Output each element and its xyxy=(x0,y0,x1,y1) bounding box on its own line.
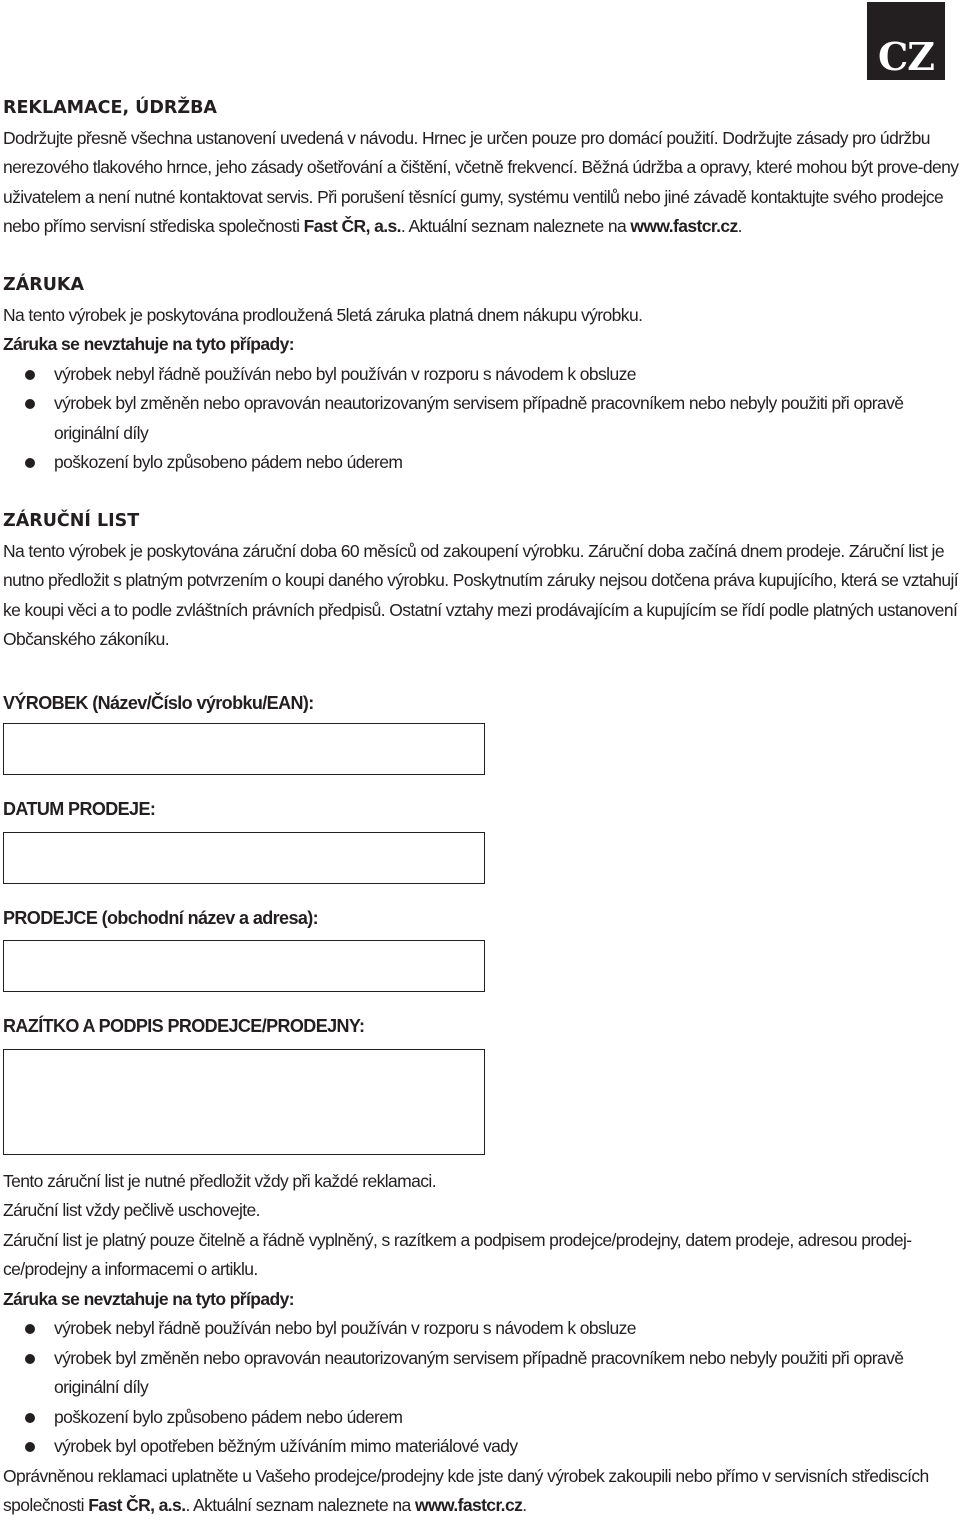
warranty-heading: ZÁRUKA xyxy=(3,275,85,295)
list-item: výrobek byl změněn nebo opravován neautorizovaným servisem případně pracovníkem nebo nebyly použiti při opravě originální díly xyxy=(3,1344,959,1403)
company-name: Fast ČR, a.s. xyxy=(303,216,401,236)
list-item: výrobek nebyl řádně používán nebo byl používán v rozporu s návodem k obsluze xyxy=(3,1314,959,1344)
warranty-card-text: Na tento výrobek je poskytována záruční doba 60 měsíců od zakoupení výrobku. Záruční doba začíná dnem prodeje. Záruční list je nutno předložit s platným potvrzením o koupi daného výrobku. Poskytnutím záruky nejsou dotčena práva kupujícího, která se vztahují ke koupi věci a to podle zvláštních právních předpisů. Ostatní vztahy mezi prodávajícím a kupujícím se řídí podle platných ustanovení Občanského zákoníku. xyxy=(3,540,959,649)
seller-label: PRODEJCE (obchodní název a adresa): xyxy=(3,907,319,928)
company-name: Fast ČR, a.s. xyxy=(88,1495,186,1515)
warranty-intro: Na tento výrobek je poskytována prodloužená 5letá záruka platná dnem nákupu výrobku. xyxy=(3,304,643,325)
footer-line-3: Záruční list je platný pouze čitelně a řádně vyplněný, s razítkem a podpisem prodejce/prodejny, datem prodeje, adresou prodej-ce/prodejny a informacemi o artiklu. xyxy=(3,1229,912,1279)
footer-section xyxy=(3,1167,959,1521)
complaints-text-part-3: . xyxy=(737,216,742,236)
footer-closing-part-2: . Aktuální seznam naleznete na xyxy=(185,1495,415,1515)
list-item: výrobek byl opotřeben běžným užíváním mimo materiálové vady xyxy=(3,1432,959,1462)
seller-field[interactable] xyxy=(3,940,485,992)
warranty-section xyxy=(3,271,959,478)
complaints-text-part-1: Dodržujte přesně všechna ustanovení uvedená v návodu. Hrnec je určen pouze pro domácí použití. Dodržujte zásady pro údržbu nerezového tlakového hrnce, jeho zásady ošetřování a čištění, včetně frekvencí. Běžná údržba a opravy, které mohou být prove-deny uživatelem a není nutné kontaktovat servis. Při porušení těsnící gumy, systému ventilů nebo jiné závadě kontaktujte svého prodejce nebo přímo servisní střediska společnosti xyxy=(3,127,959,236)
warranty-card-heading: ZÁRUČNÍ LIST xyxy=(3,511,140,531)
sale-date-field[interactable] xyxy=(3,832,485,884)
document-body xyxy=(3,94,959,1521)
list-item: poškození bylo způsobeno pádem nebo úderem xyxy=(3,448,959,478)
stamp-signature-label: RAZÍTKO A PODPIS PRODEJCE/PRODEJNY: xyxy=(3,1016,365,1036)
warranty-exclusions-list xyxy=(3,360,959,478)
complaints-text xyxy=(3,124,959,242)
product-label: VÝROBEK (Název/Číslo výrobku/EAN): xyxy=(3,692,314,713)
list-item: výrobek nebyl řádně používán nebo byl používán v rozporu s návodem k obsluze xyxy=(3,360,959,390)
complaints-heading: REKLAMACE, ÚDRŽBA xyxy=(3,98,217,118)
footer-exclusions-title: Záruka se nevztahuje na tyto případy: xyxy=(3,1288,294,1309)
footer-line-2: Záruční list vždy pečlivě uschovejte. xyxy=(3,1200,260,1220)
website-link[interactable]: www.fastcr.cz xyxy=(414,1495,523,1515)
footer-closing-part-3: . xyxy=(522,1495,527,1515)
website-link[interactable]: www.fastcr.cz xyxy=(630,216,738,236)
footer-exclusions-list xyxy=(3,1314,959,1462)
warranty-card-section xyxy=(3,507,959,655)
footer-closing xyxy=(3,1462,959,1521)
complaints-text-part-2: . Aktuální seznam naleznete na xyxy=(400,216,631,236)
list-item: poškození bylo způsobeno pádem nebo úderem xyxy=(3,1403,959,1433)
footer-line-1: Tento záruční list je nutné předložit vždy při každé reklamaci. xyxy=(3,1170,436,1191)
warranty-form xyxy=(3,689,959,1155)
sale-date-label: DATUM PRODEJE: xyxy=(3,799,156,819)
stamp-signature-field[interactable] xyxy=(3,1049,485,1155)
list-item: výrobek byl změněn nebo opravován neautorizovaným servisem případně pracovníkem nebo nebyly použiti při opravě originální díly xyxy=(3,389,959,448)
warranty-exclusions-title: Záruka se nevztahuje na tyto případy: xyxy=(3,334,294,354)
footer-closing-part-1: Oprávněnou reklamaci uplatněte u Vašeho prodejce/prodejny kde jste daný výrobek zakoupili nebo přímo v servisních střediscích společnosti xyxy=(3,1465,929,1515)
language-badge: CZ xyxy=(867,2,945,80)
product-field[interactable] xyxy=(3,723,485,775)
complaints-maintenance-section xyxy=(3,94,959,242)
